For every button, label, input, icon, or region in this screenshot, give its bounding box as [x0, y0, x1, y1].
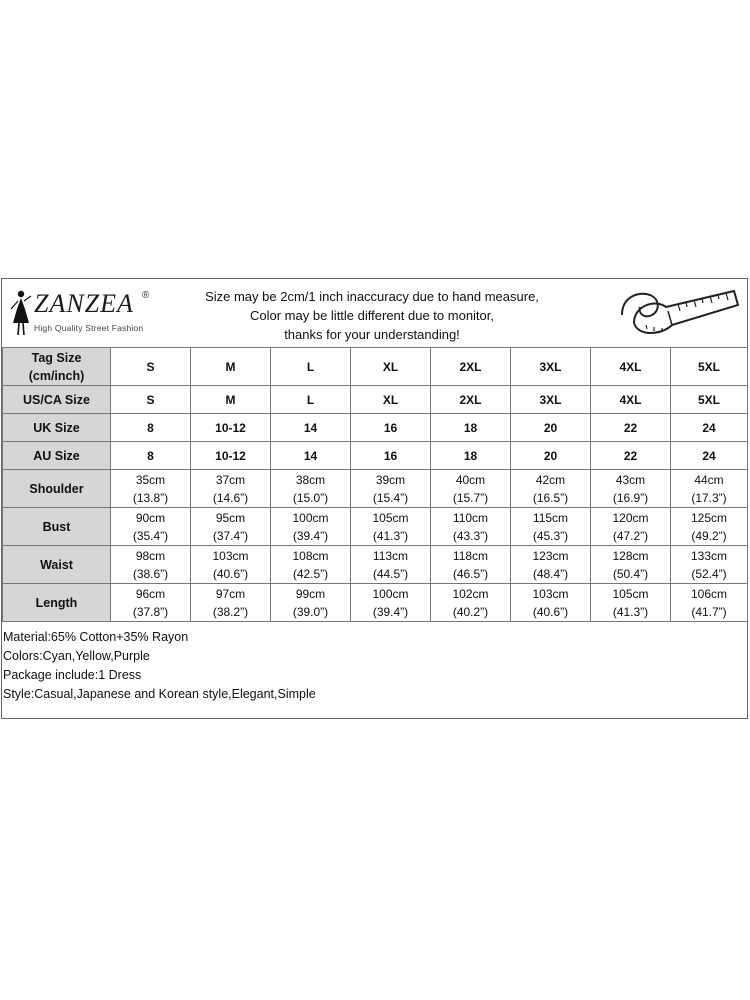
measure-cell: 35cm (13.8”): [111, 470, 191, 508]
measure-cell: 103cm (40.6”): [511, 584, 591, 622]
bust-row: [3, 508, 748, 546]
product-details: [2, 628, 747, 704]
measure-cell: 106cm (41.7”): [671, 584, 748, 622]
tag-size-cell: 5XL: [671, 348, 748, 386]
length-label: Length: [3, 584, 111, 622]
measure-cell: 99cm (39.0”): [271, 584, 351, 622]
uk-size-cell: 10-12: [191, 414, 271, 442]
tag-size-cell: 4XL: [591, 348, 671, 386]
package-line: Package include:1 Dress: [3, 668, 142, 682]
uk-size-cell: 20: [511, 414, 591, 442]
measure-cell: 40cm (15.7”): [431, 470, 511, 508]
us-size-cell: 3XL: [511, 386, 591, 414]
measure-cell: 96cm (37.8”): [111, 584, 191, 622]
us-size-cell: L: [271, 386, 351, 414]
uk-size-label: UK Size: [3, 414, 111, 442]
measure-cell: 102cm (40.2”): [431, 584, 511, 622]
measure-cell: 103cm (40.6”): [191, 546, 271, 584]
material-line: Material:65% Cotton+35% Rayon: [3, 630, 189, 644]
au-size-cell: 20: [511, 442, 591, 470]
tag-size-label: Tag Size (cm/inch): [3, 348, 111, 386]
uk-size-row: [3, 414, 748, 442]
measure-cell: 44cm (17.3”): [671, 470, 748, 508]
measure-cell: 110cm (43.3”): [431, 508, 511, 546]
measure-cell: 113cm (44.5”): [351, 546, 431, 584]
au-size-cell: 14: [271, 442, 351, 470]
measure-cell: 123cm (48.4”): [511, 546, 591, 584]
us-size-label: US/CA Size: [3, 386, 111, 414]
uk-size-cell: 16: [351, 414, 431, 442]
measure-cell: 105cm (41.3”): [591, 584, 671, 622]
measure-cell: 120cm (47.2”): [591, 508, 671, 546]
brand-logo: [6, 287, 156, 343]
shoulder-label: Shoulder: [3, 470, 111, 508]
tag-size-cell: 3XL: [511, 348, 591, 386]
style-line: Style:Casual,Japanese and Korean style,Elegant,Simple: [3, 687, 316, 701]
au-size-label: AU Size: [3, 442, 111, 470]
tag-size-cell: XL: [351, 348, 431, 386]
chart-header: [2, 279, 747, 347]
measurement-notice: [192, 287, 552, 344]
us-size-cell: 4XL: [591, 386, 671, 414]
uk-size-cell: 18: [431, 414, 511, 442]
uk-size-cell: 14: [271, 414, 351, 442]
measure-cell: 115cm (45.3”): [511, 508, 591, 546]
bust-label: Bust: [3, 508, 111, 546]
au-size-cell: 16: [351, 442, 431, 470]
measure-cell: 98cm (38.6”): [111, 546, 191, 584]
measure-cell: 39cm (15.4”): [351, 470, 431, 508]
au-size-cell: 18: [431, 442, 511, 470]
waist-row: [3, 546, 748, 584]
tag-size-cell: M: [191, 348, 271, 386]
size-chart: [1, 278, 748, 719]
au-size-cell: 8: [111, 442, 191, 470]
waist-label: Waist: [3, 546, 111, 584]
au-size-cell: 10-12: [191, 442, 271, 470]
measure-cell: 125cm (49.2”): [671, 508, 748, 546]
brand-tagline: High Quality Street Fashion: [34, 323, 144, 333]
fashion-figure-icon: [8, 289, 34, 337]
us-size-cell: S: [111, 386, 191, 414]
measure-cell: 95cm (37.4”): [191, 508, 271, 546]
us-size-cell: 5XL: [671, 386, 748, 414]
measure-cell: 100cm (39.4”): [271, 508, 351, 546]
tag-size-cell: S: [111, 348, 191, 386]
tag-size-cell: 2XL: [431, 348, 511, 386]
au-size-row: [3, 442, 748, 470]
size-table: [2, 347, 748, 622]
measure-cell: 42cm (16.5”): [511, 470, 591, 508]
notice-line: Size may be 2cm/1 inch inaccuracy due to hand measure,: [205, 289, 539, 304]
colors-line: Colors:Cyan,Yellow,Purple: [3, 649, 150, 663]
measure-cell: 37cm (14.6”): [191, 470, 271, 508]
length-row: [3, 584, 748, 622]
notice-line: thanks for your understanding!: [284, 327, 460, 342]
us-size-cell: 2XL: [431, 386, 511, 414]
us-size-row: [3, 386, 748, 414]
measuring-tape-icon: [616, 285, 742, 343]
measure-cell: 133cm (52.4”): [671, 546, 748, 584]
notice-line: Color may be little different due to monitor,: [250, 308, 494, 323]
measure-cell: 108cm (42.5”): [271, 546, 351, 584]
us-size-cell: XL: [351, 386, 431, 414]
measure-cell: 38cm (15.0”): [271, 470, 351, 508]
tag-size-row: [3, 348, 748, 386]
uk-size-cell: 24: [671, 414, 748, 442]
measure-cell: 43cm (16.9”): [591, 470, 671, 508]
measure-cell: 128cm (50.4”): [591, 546, 671, 584]
measure-cell: 100cm (39.4”): [351, 584, 431, 622]
measure-cell: 105cm (41.3”): [351, 508, 431, 546]
uk-size-cell: 8: [111, 414, 191, 442]
au-size-cell: 24: [671, 442, 748, 470]
shoulder-row: [3, 470, 748, 508]
us-size-cell: M: [191, 386, 271, 414]
registered-mark: ®: [142, 290, 150, 301]
tag-size-cell: L: [271, 348, 351, 386]
measure-cell: 118cm (46.5”): [431, 546, 511, 584]
brand-name: ZANZEA: [34, 289, 134, 318]
uk-size-cell: 22: [591, 414, 671, 442]
measure-cell: 97cm (38.2”): [191, 584, 271, 622]
measure-cell: 90cm (35.4”): [111, 508, 191, 546]
au-size-cell: 22: [591, 442, 671, 470]
